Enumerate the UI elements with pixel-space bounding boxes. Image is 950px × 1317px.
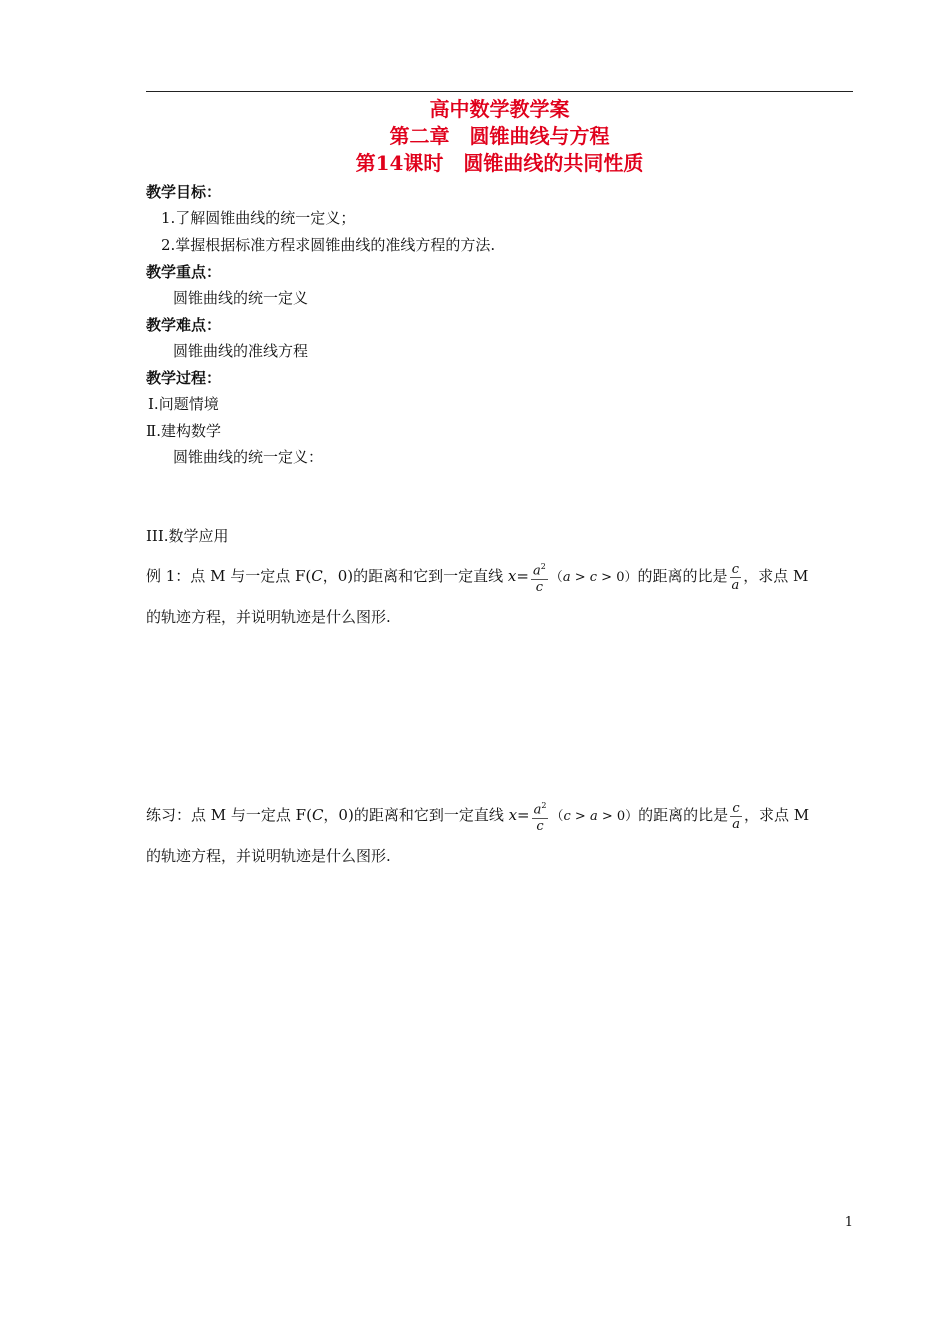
- example-1-x-eq: x=: [507, 567, 529, 585]
- section-construct-math: Ⅱ.建构数学: [146, 422, 221, 440]
- exercise-after: 的距离的比是: [638, 806, 729, 824]
- example-1-condition: （a > c > 0）: [549, 570, 638, 585]
- exercise-var-c: C: [311, 806, 324, 824]
- document-title: 高中数学教学案: [429, 97, 570, 121]
- fraction-denominator: c: [536, 818, 544, 834]
- example-1-ratio-fraction: [730, 562, 742, 593]
- fraction-denominator: a: [731, 577, 740, 593]
- section-problem-situation: Ⅰ.问题情境: [148, 395, 219, 413]
- title-block: [146, 96, 853, 177]
- fraction-numerator: $a^2$: [532, 798, 549, 818]
- example-1-mid: ，0)的距离和它到一定直线: [322, 567, 508, 585]
- example-1-line-2: 的轨迹方程，并说明轨迹是什么图形.: [146, 608, 391, 626]
- example-1-line-1: [146, 555, 808, 599]
- definition-label: 圆锥曲线的统一定义：: [173, 448, 324, 466]
- process-heading: 教学过程：: [146, 369, 222, 387]
- exercise-x-eq: x=: [508, 806, 530, 824]
- header-rule: [146, 91, 853, 92]
- exercise-condition: （c > a > 0）: [550, 809, 639, 824]
- key-point-heading: 教学重点：: [146, 263, 222, 281]
- fraction-numerator: $a^2$: [531, 559, 548, 579]
- difficulty-text: 圆锥曲线的准线方程: [173, 342, 309, 360]
- example-1-after: 的距离的比是: [637, 567, 728, 585]
- exercise-mid: ，0)的距离和它到一定直线: [323, 806, 509, 824]
- difficulty-heading: 教学难点：: [146, 316, 222, 334]
- example-1-end: ，求点 M: [743, 567, 809, 585]
- fraction-denominator: a: [732, 816, 740, 832]
- exercise-prefix: 练习：点 M 与一定点 F(: [146, 806, 312, 824]
- exercise-end: ，求点 M: [743, 806, 810, 824]
- exercise-directrix-fraction: [532, 798, 549, 833]
- fraction-numerator: c: [730, 801, 742, 817]
- objectives-heading: 教学目标：: [146, 183, 222, 201]
- example-1-var-c: C: [311, 567, 323, 585]
- exercise-line-1: [146, 794, 809, 838]
- fraction-denominator: c: [535, 579, 543, 595]
- fraction-numerator: c: [730, 562, 742, 578]
- lesson-title: 第14课时 圆锥曲线的共同性质: [355, 151, 644, 175]
- example-1-directrix-fraction: [531, 559, 548, 594]
- chapter-title: 第二章 圆锥曲线与方程: [389, 124, 610, 148]
- objective-item-2: 2.掌握根据标准方程求圆锥曲线的准线方程的方法.: [161, 236, 496, 254]
- example-1-prefix: 例 1：点 M 与一定点 F(: [146, 567, 312, 585]
- exercise-ratio-fraction: [730, 801, 742, 832]
- objective-item-1: 1.了解圆锥曲线的统一定义；: [161, 209, 356, 227]
- section-math-application: III.数学应用: [146, 527, 229, 545]
- key-point-text: 圆锥曲线的统一定义: [173, 289, 309, 307]
- exercise-line-2: 的轨迹方程，并说明轨迹是什么图形.: [146, 847, 391, 865]
- page-number: 1: [844, 1215, 853, 1230]
